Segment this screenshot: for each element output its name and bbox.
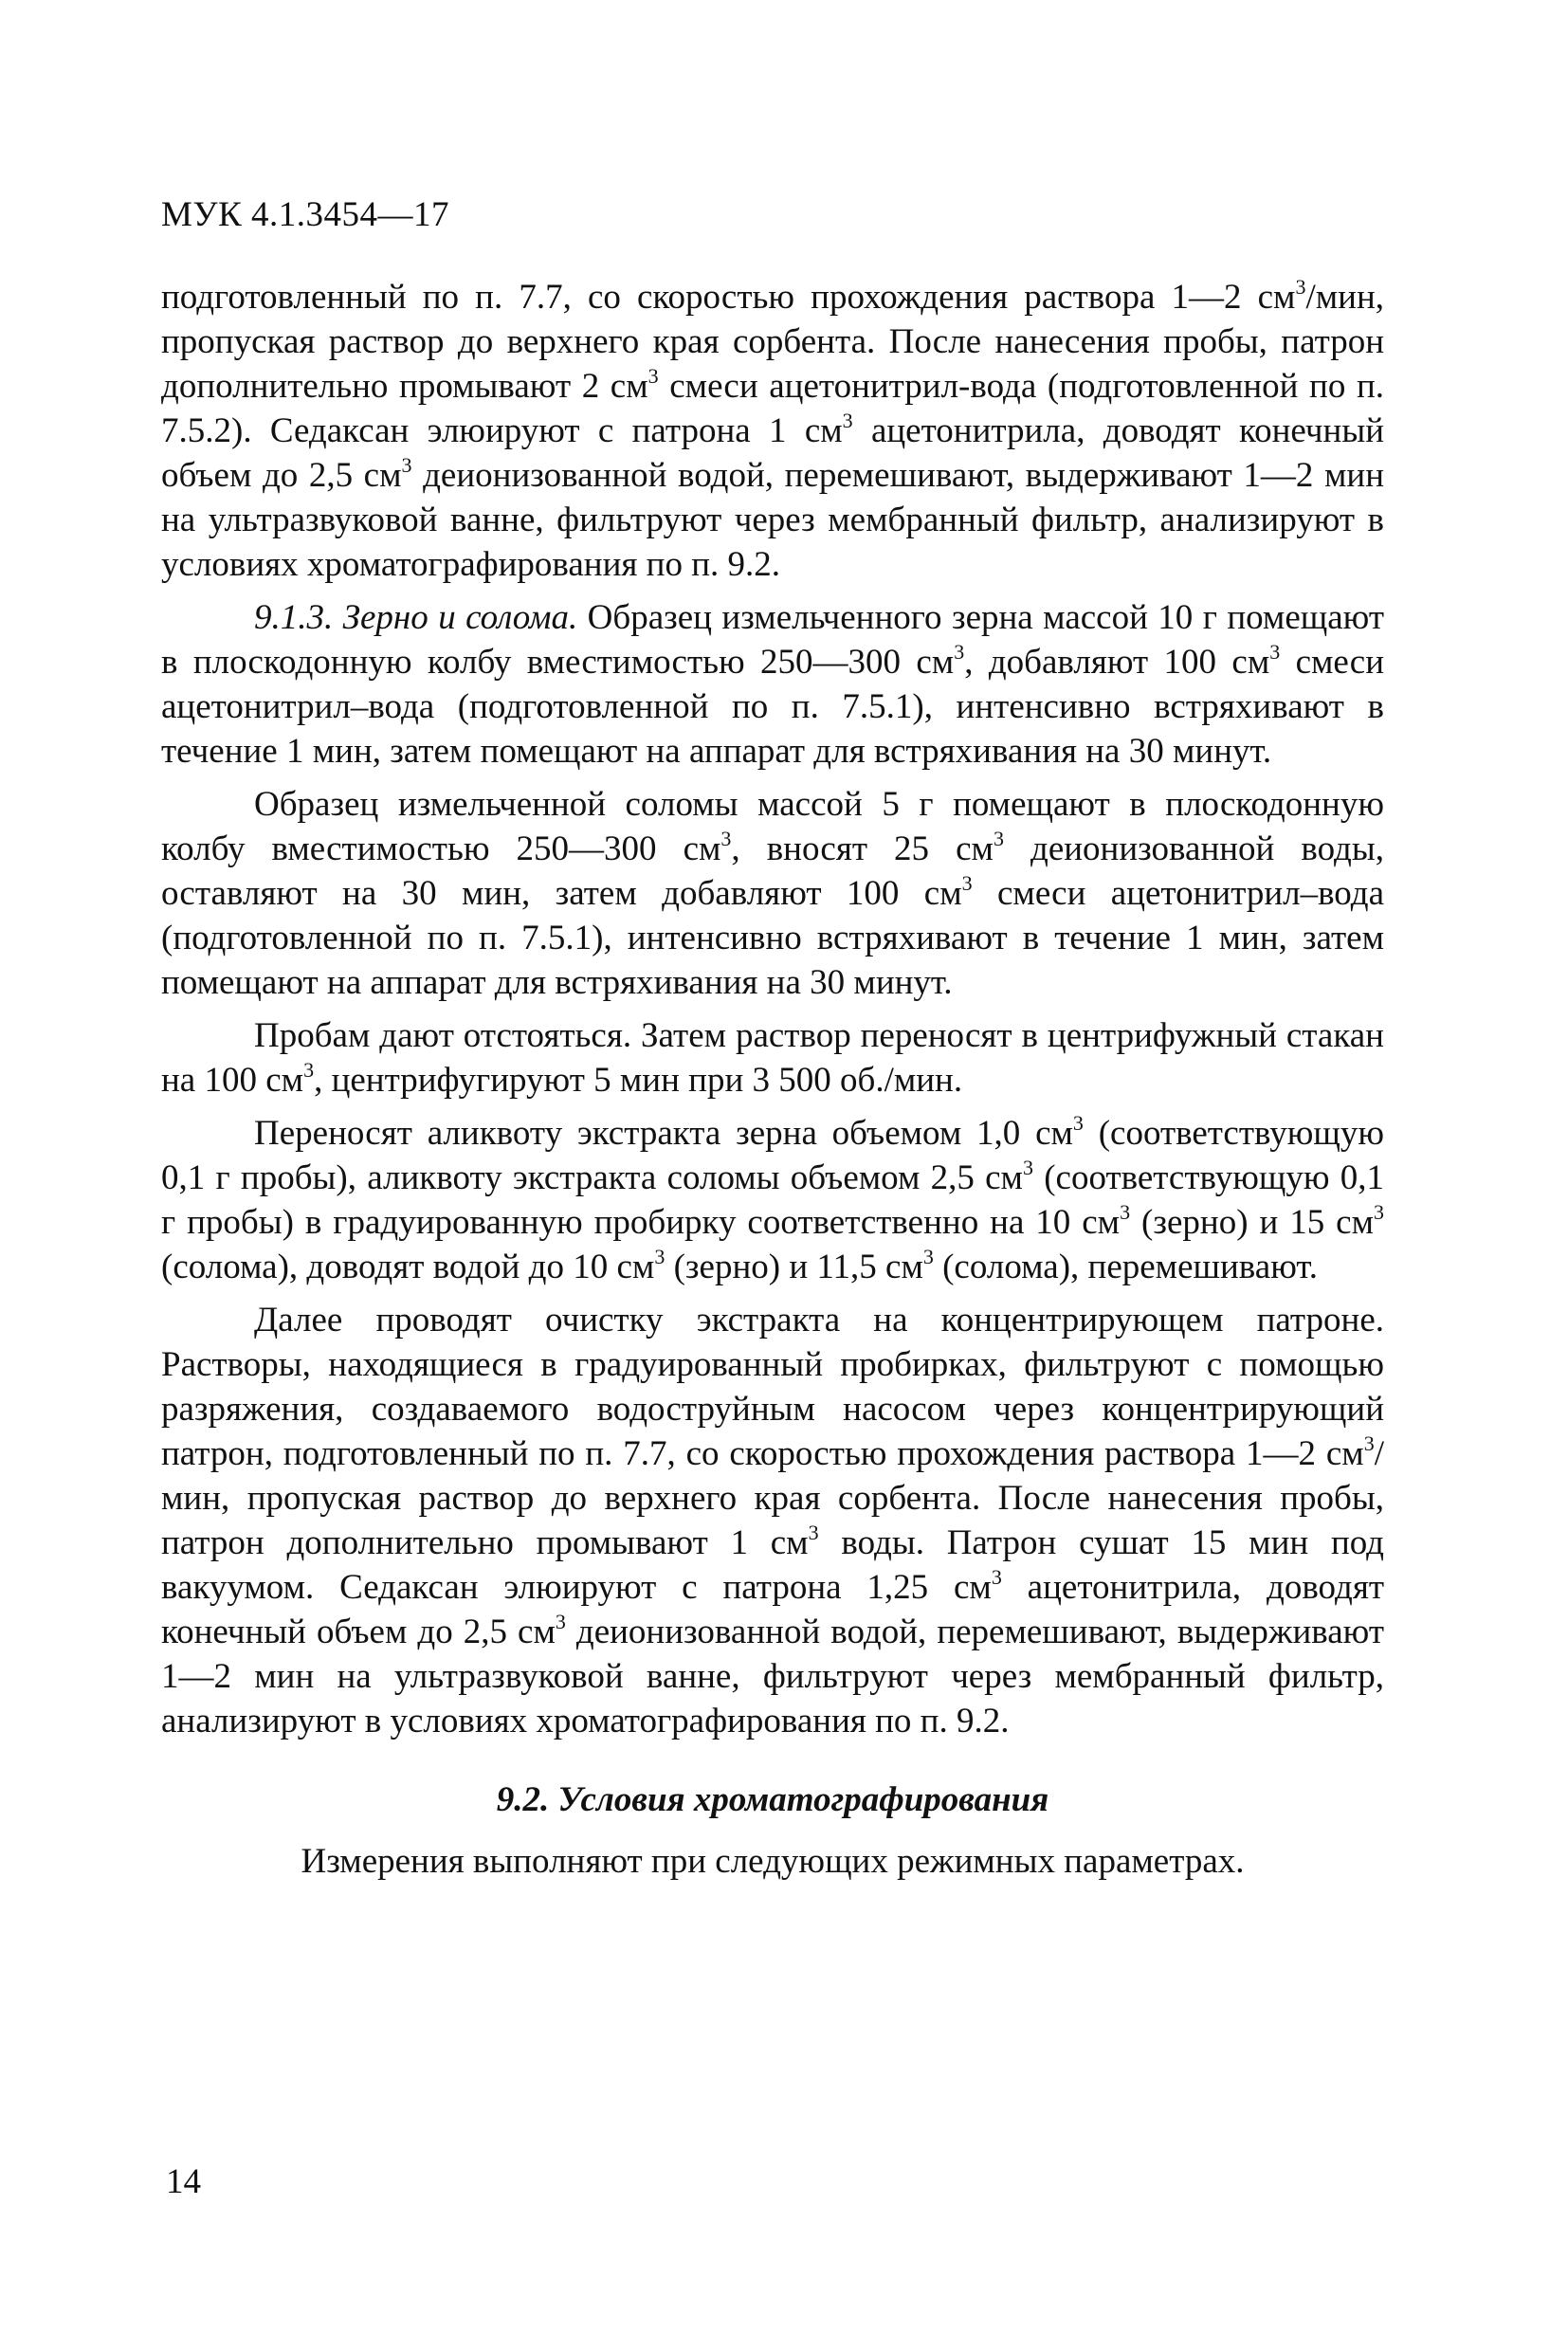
subsection-heading: 9.1.3. Зерно и солома. [254, 598, 578, 637]
paragraph-grain-straw: 9.1.3. Зерно и солома. Образец измельченного зерна массой 10 г помещают в плоскодонную колбу вместимостью 250—300 $см^3$, добавляют 100 $см^3$ смеси ацетонитрил–вода (подготовленной по п. 7.5.1), интенсивно встряхивают в течение 1 мин, затем помещают на аппарат для встряхивания на 30 минут. [161, 598, 1385, 771]
document-code-header: МУК 4.1.3454—17 [161, 195, 450, 234]
paragraph-continuation: подготовленный по п. 7.7, со скоростью прохождения раствора 1—2 $см^3$/мин, пропуская раствор до верхнего края сорбента. После нанесения пробы, патрон дополнительно промывают 2 $см^3$ смеси ацетонитрил-вода (подготовленной по п. 7.5.2). Седаксан элюируют с патрона 1 $см^3$ ацетонитрила, доводят конечный объем до 2,5 $см^3$ деионизованной водой, перемешивают, выдерживают 1—2 мин на ультразвуковой ванне, фильтруют через мембранный фильтр, анализируют в условиях хроматографирования по п. 9.2. [161, 275, 1385, 584]
paragraph-measurement-params: Измерения выполняют при следующих режимных параметрах. [301, 1842, 1245, 1881]
section-title: 9.2. Условия хроматографирования [496, 1780, 1049, 1819]
page-number: 14 [166, 2162, 201, 2201]
paragraph-centrifuge: Пробам дают отстояться. Затем раствор переносят в центрифужный стакан на 100 $см^3$, центрифугируют 5 мин при 3 500 об./мин. [161, 1016, 1384, 1100]
paragraph-cleanup: Далее проводят очистку экстракта на концентрирующем патроне. Растворы, находящиеся в градуированный пробирках, фильтруют с помощью разряжения, создаваемого водоструйным насосом через концентрирующий патрон, подготовленный по п. 7.7, со скоростью прохождения раствора 1—2 $см^3$/мин, пропуская раствор до верхнего края сорбента. После нанесения пробы, патрон дополнительно промывают 1 $см^3$ воды. Патрон сушат 15 мин под вакуумом. Седаксан элюируют с патрона 1,25 $см^3$ ацетонитрила, доводят конечный объем до 2,5 $см^3$ деионизованной водой, перемешивают, выдерживают 1—2 мин на ультразвуковой ванне, фильтруют через мембранный фильтр, анализируют в условиях хроматографирования по п. 9.2. [161, 1301, 1385, 1740]
page-body [161, 275, 1384, 1892]
paragraph-aliquot: Переносят аликвоту экстракта зерна объемом 1,0 $см^3$ (соответствующую 0,1 г пробы), аликвоту экстракта соломы объемом 2,5 $см^3$ (соответствующую 0,1 г пробы) в градуированную пробирку соответственно на 10 $см^3$ (зерно) и 15 $см^3$ (солома), доводят водой до 10 $см^3$ (зерно) и 11,5 $см^3$ (солома), перемешивают. [161, 1111, 1384, 1286]
paragraph-straw-sample: Образец измельченной соломы массой 5 г помещают в плоскодонную колбу вместимостью 250—300 $см^3$, вносят 25 $см^3$ деионизованной воды, оставляют на 30 мин, затем добавляют 100 $см^3$ смеси ацетонитрил–вода (подготовленной по п. 7.5.1), интенсивно встряхивают в течение 1 мин, затем помещают на аппарат для встряхивания на 30 минут. [161, 785, 1384, 1002]
